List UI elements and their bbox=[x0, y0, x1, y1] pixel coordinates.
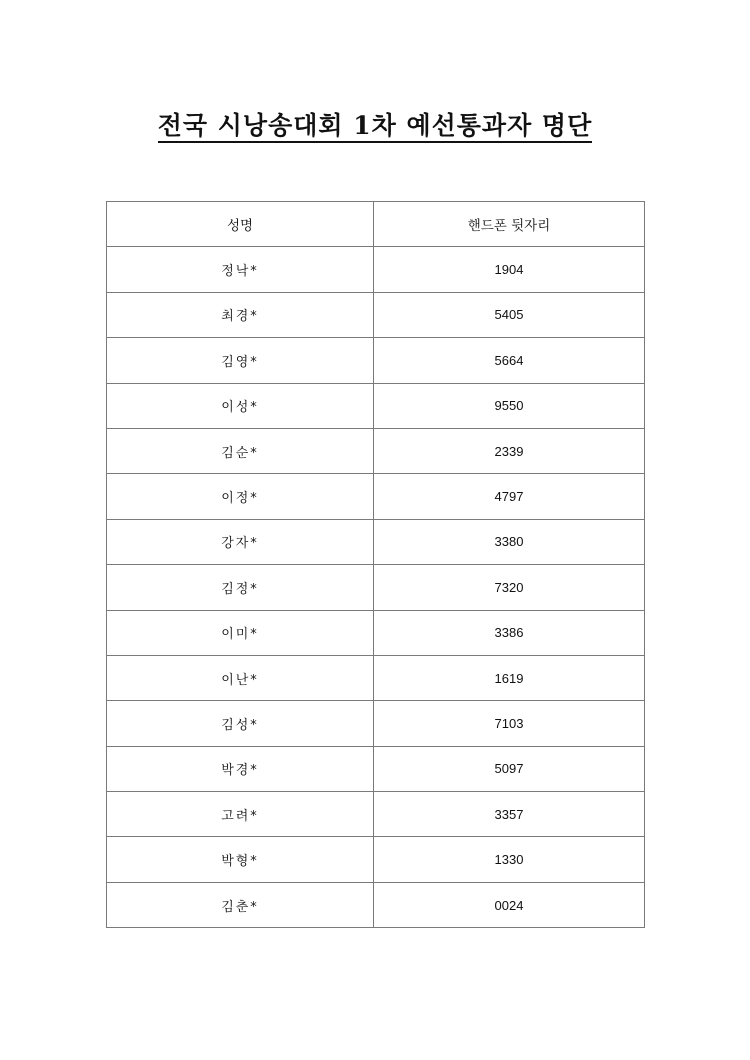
cell-phone-digits: 0024 bbox=[374, 882, 645, 927]
cell-name: 박경* bbox=[107, 746, 374, 791]
cell-phone-digits: 5097 bbox=[374, 746, 645, 791]
table-row bbox=[107, 292, 645, 337]
table-row bbox=[107, 474, 645, 519]
cell-name: 김성* bbox=[107, 701, 374, 746]
cell-phone-digits: 2339 bbox=[374, 428, 645, 473]
cell-name: 이정* bbox=[107, 474, 374, 519]
table-row bbox=[107, 338, 645, 383]
cell-phone-digits: 5405 bbox=[374, 292, 645, 337]
cell-phone-digits: 1619 bbox=[374, 655, 645, 700]
table-header-row bbox=[107, 202, 645, 247]
cell-phone-digits: 7320 bbox=[374, 565, 645, 610]
cell-name: 박형* bbox=[107, 837, 374, 882]
header-name: 성명 bbox=[107, 202, 374, 247]
cell-phone-digits: 3380 bbox=[374, 519, 645, 564]
table-row bbox=[107, 746, 645, 791]
table-body bbox=[107, 247, 645, 928]
table-row bbox=[107, 701, 645, 746]
table-row bbox=[107, 655, 645, 700]
table-row bbox=[107, 882, 645, 927]
cell-phone-digits: 5664 bbox=[374, 338, 645, 383]
cell-name: 김영* bbox=[107, 338, 374, 383]
cell-name: 이성* bbox=[107, 383, 374, 428]
cell-name: 고려* bbox=[107, 792, 374, 837]
header-phone-digits: 핸드폰 뒷자리 bbox=[374, 202, 645, 247]
cell-phone-digits: 1330 bbox=[374, 837, 645, 882]
document-title-text: 전국 시낭송대회 1차 예선통과자 명단 bbox=[158, 111, 592, 143]
qualifier-table bbox=[106, 201, 645, 928]
table-row bbox=[107, 792, 645, 837]
cell-phone-digits: 3357 bbox=[374, 792, 645, 837]
table-row bbox=[107, 519, 645, 564]
cell-name: 강자* bbox=[107, 519, 374, 564]
table-row bbox=[107, 565, 645, 610]
cell-name: 정낙* bbox=[107, 247, 374, 292]
table-row bbox=[107, 383, 645, 428]
cell-phone-digits: 4797 bbox=[374, 474, 645, 519]
document-title bbox=[0, 106, 750, 146]
table-row bbox=[107, 610, 645, 655]
cell-phone-digits: 1904 bbox=[374, 247, 645, 292]
cell-name: 김춘* bbox=[107, 882, 374, 927]
cell-name: 김순* bbox=[107, 428, 374, 473]
cell-name: 김정* bbox=[107, 565, 374, 610]
cell-name: 이미* bbox=[107, 610, 374, 655]
table-row bbox=[107, 837, 645, 882]
cell-phone-digits: 7103 bbox=[374, 701, 645, 746]
cell-phone-digits: 9550 bbox=[374, 383, 645, 428]
cell-name: 최경* bbox=[107, 292, 374, 337]
table-row bbox=[107, 247, 645, 292]
cell-phone-digits: 3386 bbox=[374, 610, 645, 655]
table-row bbox=[107, 428, 645, 473]
cell-name: 이난* bbox=[107, 655, 374, 700]
